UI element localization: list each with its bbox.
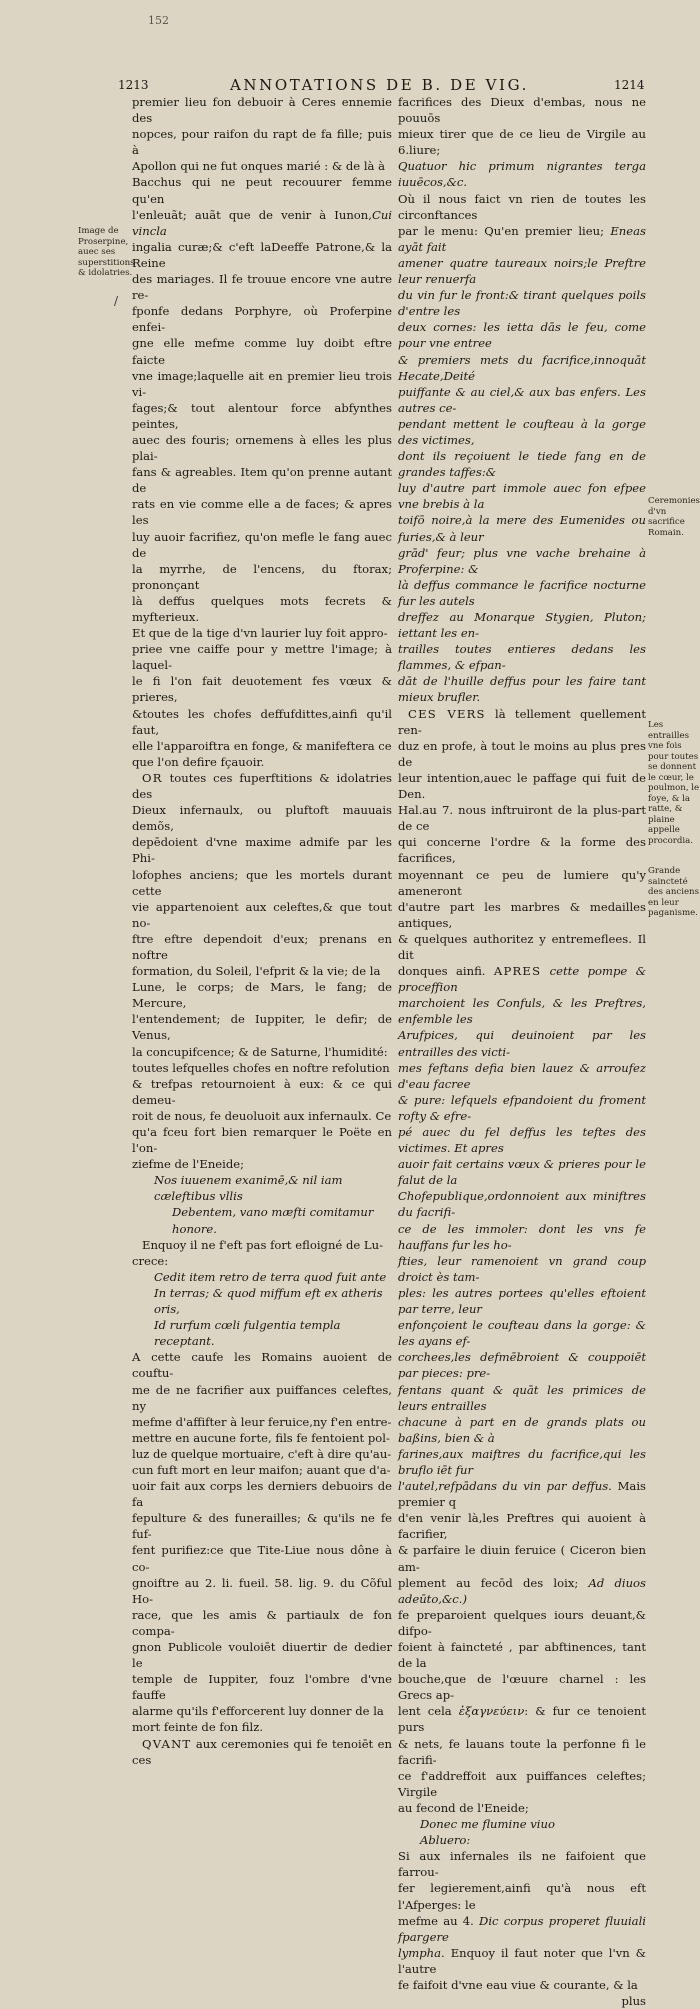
text-line: farines,aux maiftres du facrifice,qui les bruflo iēt fur — [398, 1446, 646, 1477]
margin-note-saintete: Grande saincteté des anciens en leur paganisme. — [648, 866, 699, 918]
text-line: trailles toutes entieres dedans les flammes, & efpan- — [398, 642, 646, 673]
text-line: leur intention,auec le paffage qui fuit de Den. — [398, 770, 646, 802]
text-line: dont ils reçoiuent le tiede fang en de grandes taffes:& — [398, 449, 646, 480]
verse-line: Donec me flumine viuo — [420, 1817, 555, 1832]
text-line: &toutes les chofes deffufdittes,ainfi qu'il faut, — [132, 706, 392, 737]
folio-right: 1214 — [614, 78, 645, 92]
text-line: depēdoient d'vne maxime admife par les Phi- — [132, 835, 392, 866]
text-line: par le menu: Qu'en premier lieu; Eneas ayāt fait — [398, 223, 646, 254]
text-line: race, que les amis & partiaulx de fon compa- — [132, 1607, 392, 1638]
text-line: Dieux infernaulx, ou pluftoft mauuais demõs, — [132, 803, 392, 834]
text-line: gnoiftre au 2. li. fueil. 58. lig. 9. du Cõful Ho- — [132, 1575, 392, 1606]
text-line: fentans quant & quāt les primices de leurs entrailles — [398, 1382, 646, 1413]
text-line: mefme au 4. Dic corpus properet fluuiali fpargere — [398, 1913, 646, 1944]
text-line: fent purifiez:ce que Tite-Liue nous dône à co- — [132, 1543, 392, 1574]
text-line: QVANT aux ceremonies qui fe tenoiēt en ces — [132, 1736, 392, 1767]
text-line: lofophes anciens; que les mortels durant cette — [132, 867, 392, 898]
text-line: temple de Iuppiter, fouz l'ombre d'vne fauffe — [132, 1672, 392, 1703]
text-line: mieux tirer que de ce lieu de Virgile au 6.liure; — [398, 127, 646, 158]
text-line: là deffus commance le facrifice nocturne fur les autels — [398, 577, 646, 608]
text-line: ftre eftre dependoit d'eux; prenans en noftre — [132, 931, 392, 962]
text-line: vie appartenoient aux celeftes,& que tout no- — [132, 899, 392, 930]
text-line: au fecond de l'Eneide; — [398, 1800, 529, 1815]
text-line: l'entendement; de Iuppiter, le defir; de Venus, — [132, 1012, 392, 1043]
text-line: ce de les immoler: dont les vns fe hauffans fur les ho- — [398, 1221, 646, 1252]
text-line: dreffez au Monarque Stygien, Pluton; iettant les en- — [398, 610, 646, 641]
text-line: auoir fait certains vœux & prieres pour le falut de la — [398, 1157, 646, 1188]
text-line: Quatuor hic primum nigrantes terga iuuēcos,&c. — [398, 159, 646, 190]
text-line: & quelques authoritez y entremeflees. Il dit — [398, 931, 646, 962]
margin-note-entrailles: Les entrailles vne fois pour toutes se donnent le cœur, le poulmon, le foye, & la ratte, & plaine appelle procordia. — [648, 720, 700, 846]
text-line: fe preparoient quelques iours deuant,& difpo- — [398, 1607, 646, 1638]
folio-left: 1213 — [118, 78, 149, 92]
text-line: Hal.au 7. nous inftruiront de la plus-part de ce — [398, 803, 646, 834]
verse-line: Id rurfum cœli fulgentia templa receptant. — [154, 1318, 341, 1349]
text-line: fages;& tout alentour force abfynthes peintes, — [132, 400, 392, 431]
text-line: auec des fouris; ornemens à elles les plus plai- — [132, 432, 392, 464]
text-line: luy d'autre part immole auec fon efpee vne brebis à la — [398, 481, 646, 512]
text-line: alarme qu'ils f'efforcerent luy donner de la — [132, 1704, 384, 1719]
text-line: gnon Publicole vouloiēt diuertir de dedier le — [132, 1640, 392, 1671]
verse-line: Nos iuuenem exanimē,& nil iam cæleftibus vllis — [154, 1173, 343, 1204]
text-line: mettre en aucune forte, fils fe fentoient pol- — [132, 1430, 390, 1445]
text-line: formation, du Soleil, l'efprit & la vie; de la — [132, 964, 381, 979]
text-line: d'autre part les marbres & medailles antiques, — [398, 899, 646, 930]
text-line: du vin fur le front:& tirant quelques poils d'entre les — [398, 288, 646, 319]
text-line: dāt de l'huille deffus pour les faire tant mieux brufler. — [398, 674, 646, 705]
text-line: elle l'apparoiftra en fonge, & manifeftera ce — [132, 738, 392, 753]
text-line: Où il nous faict vn rien de toutes les circonftances — [398, 191, 646, 222]
text-line: grād' feur; plus vne vache brehaine à Proferpine: & — [398, 545, 646, 576]
text-line: A cette caufe les Romains auoient de couftu- — [132, 1350, 392, 1381]
text-line: ples: les autres portees qu'elles eftoient par terre, leur — [398, 1285, 646, 1317]
verse-line: Abluero: — [420, 1833, 471, 1848]
text-line: toifō noire,à la mere des Eumenides ou furies,& à leur — [398, 513, 646, 544]
text-line: marchoient les Confuls, & les Preftres, enfemble les — [398, 996, 646, 1027]
verse-line: In terras; & quod miffum eft ex atheris oris, — [154, 1285, 383, 1317]
text-line: là deffus quelques mots fecrets & myfterieux. — [132, 593, 392, 624]
text-line: CES VERS là tellement quellement ren- — [398, 706, 647, 737]
text-line: fans & agreables. Item qu'on prenne autant de — [132, 465, 392, 496]
text-line: qu'a fceu fort bien remarquer le Poëte en l'on- — [132, 1125, 392, 1156]
text-line: plement au fecōd des loix; Ad diuos adeūto,&c.) — [398, 1575, 646, 1606]
text-line: vne image;laquelle ait en premier lieu trois vi- — [132, 368, 392, 399]
text-line: mort feinte de fon filz. — [132, 1720, 264, 1735]
text-line: corchees,les defmēbroient & couppoiēt par pieces: pre- — [398, 1350, 646, 1381]
text-line: donques ainfi. APRES cette pompe & proceffion — [398, 964, 647, 995]
text-line: bouche,que de l'œuure charnel : les Grecs ap- — [398, 1672, 646, 1703]
text-line: crece: — [132, 1253, 169, 1268]
text-line: ziefme de l'Eneide; — [132, 1157, 245, 1172]
text-line: le fi l'on fait deuotement fes vœux & prieres, — [132, 674, 392, 705]
left-column — [132, 94, 392, 1768]
text-line: me de ne facrifier aux puiffances celeftes, ny — [132, 1382, 392, 1413]
text-line: Apollon qui ne fut onques marié : & de là à — [132, 159, 386, 174]
text-line: foient à faincteté , par abftinences, tant de la — [398, 1640, 646, 1671]
text-line: fe faifoit d'vne eau viue & courante, & la — [398, 1977, 638, 1992]
page-mark: 152 — [148, 14, 169, 27]
text-line: lympha. Enquoy il faut noter que l'vn & l'autre — [398, 1945, 646, 1976]
text-line: OR toutes ces fuperftitions & idolatries des — [132, 770, 393, 802]
text-line: luz de quelque mortuaire, c'eft à dire qu'au- — [132, 1446, 392, 1461]
verse-line: Debentem, vano mæfti comitamur honore. — [172, 1205, 374, 1236]
text-line: d'en venir là,les Preftres qui auoient à facrifier, — [398, 1511, 646, 1542]
text-line: premier lieu fon debuoir à Ceres ennemie des — [132, 95, 392, 126]
text-line: fer legierement,ainfi qu'à nous eft l'Afperges: le — [398, 1881, 646, 1912]
margin-note-proserpine: Image de Proserpine, auec ses superstitions & idolatries. — [78, 226, 135, 278]
text-line: & trefpas retournoient à eux: & ce qui demeu- — [132, 1076, 392, 1107]
text-line: Si aux infernales ils ne faifoient que farrou- — [398, 1849, 646, 1880]
text-line: luy auoir facrifiez, qu'on mefle le fang auec de — [132, 529, 392, 560]
text-line: moyennant ce peu de lumiere qu'y ameneront — [398, 867, 646, 898]
text-line: la concupifcence; & de Saturne, l'humidité: — [132, 1044, 388, 1059]
text-line: l'enleuãt; auãt que de venir à Iunon,Cui vincla — [132, 207, 392, 238]
text-line: & parfaire le diuin feruice ( Ciceron bien am- — [398, 1543, 646, 1574]
text-line: ce f'addreffoit aux puiffances celeftes; Virgile — [398, 1768, 646, 1799]
right-column — [398, 94, 646, 2009]
text-line: l'autel,refpādans du vin par deffus. Mais premier q — [398, 1479, 647, 1510]
text-line: que l'on defire fçauoir. — [132, 754, 265, 769]
text-line: nopces, pour raifon du rapt de fa fille; puis à — [132, 127, 392, 158]
verse-line: Cedit item retro de terra quod fuit ante — [154, 1269, 387, 1284]
text-line: puiffante & au ciel,& aux bas enfers. Les autres ce- — [398, 384, 646, 415]
text-line: la myrrhe, de l'encens, du ftorax; prononçant — [132, 561, 392, 592]
text-line: Arufpices, qui deuinoient par les entrailles des victi- — [398, 1028, 646, 1059]
text-line: pé auec du fel deffus les teftes des victimes. Et apres — [398, 1125, 646, 1156]
text-line: & nets, fe lauans toute la perfonne fi le facrifi- — [398, 1736, 646, 1767]
text-line: cun fuft mort en leur maifon; auant que d'a- — [132, 1462, 391, 1477]
margin-note-ceremonies: Ceremonies d'vn sacrifice Romain. — [648, 496, 700, 538]
text-line: Enquoy il ne f'eft pas fort efloigné de Lu- — [142, 1237, 384, 1252]
text-line: mefme d'affifter à leur feruice,ny f'en entre- — [132, 1414, 392, 1429]
text-line: fponfe dedans Porphyre, où Proferpine enfei- — [132, 304, 392, 335]
text-line: qui concerne l'ordre & la forme des facrifices, — [398, 835, 646, 866]
text-line: amener quatre taureaux noirs;le Preftre leur renuerfa — [398, 255, 646, 287]
text-line: fties, leur ramenoient vn grand coup droict ès tam- — [398, 1253, 646, 1284]
text-line: uoir fait aux corps les derniers debuoirs de fa — [132, 1479, 392, 1510]
text-line: fepulture & des funerailles; & qu'ils ne fe fuf- — [132, 1511, 392, 1542]
text-line: Lune, le corps; de Mars, le fang; de Mercure, — [132, 980, 392, 1011]
text-line: gne elle mefme comme luy doibt eftre faicte — [132, 336, 392, 367]
text-line: & pure: lefquels efpandoient du froment rofty & efre- — [398, 1092, 646, 1123]
text-line: pendant mettent le coufteau à la gorge des victimes, — [398, 416, 646, 447]
text-line: & premiers mets du facrifice,innoquāt Hecate,Deité — [398, 352, 646, 383]
text-line: Chofepublique,ordonnoient aux miniftres du facrifi- — [398, 1189, 646, 1220]
text-line: ingalia curæ;& c'eft laDeeffe Patrone,& la Reine — [132, 239, 392, 270]
text-line: toutes lefquelles chofes en noftre refolution — [132, 1060, 390, 1075]
text-line: facrifices des Dieux d'embas, nous ne pouuōs — [398, 95, 646, 126]
running-title: ANNOTATIONS DE B. DE VIG. — [230, 76, 529, 94]
text-line: rats en vie comme elle a de faces; & apres les — [132, 497, 392, 528]
text-line: chacune à part en de grands plats ou baßins, bien & à — [398, 1414, 646, 1445]
margin-mark: / — [114, 294, 119, 308]
text-line: enfonçoient le coufteau dans la gorge: & les ayans ef- — [398, 1318, 646, 1349]
text-line: priee vne caiffe pour y mettre l'image; à laquel- — [132, 642, 392, 673]
text-line: Bacchus qui ne peut recouurer femme qu'en — [132, 175, 392, 206]
text-line: duz en profe, à tout le moins au plus pres de — [398, 738, 646, 769]
text-line: lent cela ἐξαγνεύειν: & fur ce tenoient purs — [398, 1704, 646, 1735]
text-line: mes feftans defia bien lauez & arroufez d'eau facree — [398, 1060, 646, 1091]
text-line: deux cornes: les ietta dās le feu, come pour vne entree — [398, 320, 646, 351]
text-line: roit de nous, fe deuoluoit aux infernaulx. Ce — [132, 1108, 392, 1123]
text-line: plus — [621, 1994, 646, 2009]
text-line: des mariages. Il fe trouue encore vne autre re- — [132, 272, 392, 303]
text-line: Et que de la tige d'vn laurier luy foit appro- — [132, 626, 388, 641]
